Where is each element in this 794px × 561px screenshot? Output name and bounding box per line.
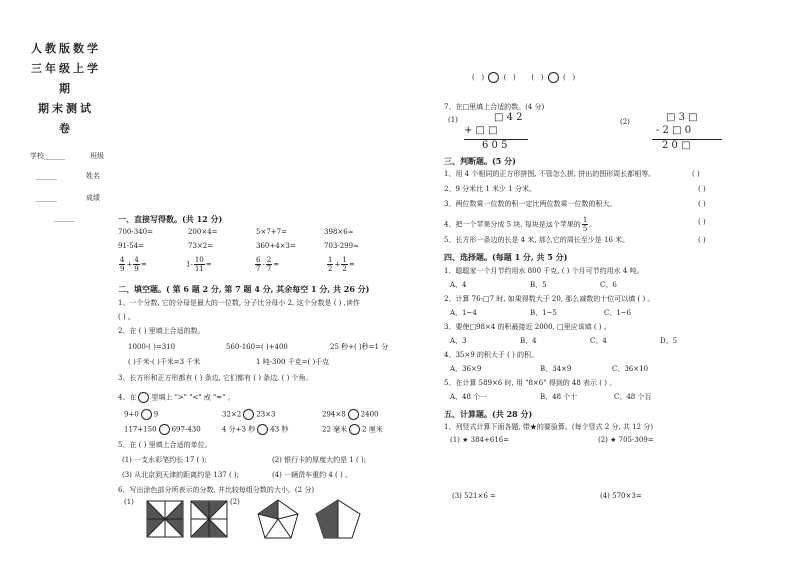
exam-title-line-4: 期末测试 xyxy=(38,102,94,115)
q5-calc-1: (1) ★ 384+616= xyxy=(450,436,510,444)
circle-blank-icon xyxy=(141,409,152,420)
q1-r2-c2: 73×2= xyxy=(188,242,214,250)
q4-item-5-a: A、48 个一 xyxy=(450,393,488,401)
q2-item6: 6、写出涂色部分所表示的分数, 并比较每组分数的大小。(2 分) xyxy=(118,486,315,494)
q4-item-1-a: A、4 xyxy=(450,281,467,289)
q2-item2-r1-b: 560-160=( )+400 xyxy=(226,343,288,351)
q1-frac-4: $\frac{1}{2}$ + $\frac{1}{2}$ = xyxy=(328,256,355,273)
q2-item4-r2-a: 117+150 697-430 xyxy=(124,425,201,434)
name-label: 姓名 xyxy=(86,172,100,180)
fraction-squares-figure xyxy=(146,500,230,538)
q3-item-1: 1、用 4 个相同的正方形拼图, 不管怎么拼, 拼出的图形周长都相等。 xyxy=(444,170,656,178)
q7-p2-result: 2 0 □ xyxy=(662,140,691,151)
q7-p2-top: □ 3 □ xyxy=(666,112,698,123)
q3-item-2: 2、9 分米比 1 米少 1 分米。 xyxy=(444,185,536,193)
circle-blank-icon xyxy=(257,424,268,435)
pentagon-right xyxy=(316,500,360,538)
q2-item3: 3、长方形和正方形都有 ( ) 条边, 它们都有 ( ) 条边, ( ) 个角。 xyxy=(118,374,313,382)
q5-item-1: 1、列竖式计算下面各题, 带★的要验算。(每个竖式 2 分, 共 12 分) xyxy=(444,423,654,431)
q2-item6-label-2: (2) xyxy=(230,498,240,506)
q1-r1-c4: 398×6≈ xyxy=(324,228,354,236)
school-label: 学校______ xyxy=(30,152,65,160)
q3-heading: 三、判断题。(5 分) xyxy=(444,156,516,166)
q2-item4: 4、在 里填上 ">" "<" 或 "=" 。 xyxy=(118,393,235,402)
q2-item5: 5、在 ( ) 里填上合适的单位。 xyxy=(118,441,212,449)
q7-p2-mid: - 2 □ 0 xyxy=(656,125,692,136)
q3-item-5: 5、长方形一条边的长是 4 米, 那么它的周长至少是 16 米。 xyxy=(444,236,630,244)
q4-item-1-c: C、6 xyxy=(600,281,617,289)
q3-paren-1: ( ) xyxy=(692,170,700,178)
q3-item-4: 4、把一个苹果分成 5 块, 每块是这个苹果的 $\frac{1}{5}$ 。 xyxy=(444,216,597,233)
q1-r2-c3: 360+4×3= xyxy=(256,242,296,250)
q3-paren-4: ( ) xyxy=(698,218,706,226)
q2-item6-label-1: (1) xyxy=(124,498,134,506)
q2-item5-2: (2) 银行卡的厚度大约是 1 ( ); xyxy=(272,456,367,464)
q4-item-4: 4、35×9 的积大于 ( ) 的积。 xyxy=(444,351,539,359)
q3-paren-3: ( ) xyxy=(698,200,706,208)
q4-item-3-b: B、4 xyxy=(520,337,537,345)
q4-item-5-b: B、48 个十 xyxy=(540,393,578,401)
q4-item-2: 2、计算 76-□7 时, 如果得数大于 20, 那么减数的十位可以填 ( ) 。 xyxy=(444,295,655,303)
q7-p1-mid: + □ □ xyxy=(464,125,498,136)
q7-p1-result: 6 0 5 xyxy=(482,140,508,151)
q2-item5-4: (4) 一辆货车重约 4 ( ) 。 xyxy=(272,471,352,479)
q5-heading: 五、计算题。(共 28 分) xyxy=(444,409,533,419)
q2-item4-r1-a: 9+0 9 xyxy=(124,410,159,419)
q5-calc-4: (4) 570×3= xyxy=(600,492,642,500)
q4-item-2-a: A、1~4 xyxy=(450,309,477,317)
q4-item-3-a: A、3 xyxy=(450,337,467,345)
score-label: 成绩 xyxy=(86,194,100,202)
square-left xyxy=(147,501,183,537)
circle-blank-icon xyxy=(159,424,170,435)
name-blank: ______ xyxy=(36,172,57,180)
q2-item1a: 1、一个分数, 它的分母是最大的一位数, 分子比分母小 2, 这个分数是 ( ) ,读作 xyxy=(118,299,360,307)
q7-p1-label: (1) xyxy=(448,116,458,124)
q2-item2: 2、在 ( ) 里填上合适的数。 xyxy=(118,327,205,335)
q2-item1b: ( ) 。 xyxy=(118,313,135,321)
q4-item-3-d: D、5 xyxy=(660,337,678,345)
q2-item2-r1-c: 25 秒+( )秒=1 分 xyxy=(330,343,389,351)
q4-item-3-c: C、4 xyxy=(590,337,607,345)
bottom-blank: ______ xyxy=(54,214,75,222)
q2-item4-r1-c: 294×8 2400 xyxy=(322,410,379,419)
q2-item4-r2-c: 22 毫米 2 厘米 xyxy=(322,425,383,434)
exam-title-line-5: 卷 xyxy=(59,122,73,135)
score-blank: ______ xyxy=(36,194,57,202)
q3-item-3: 3、两位数乘一位数的积一定比两位数乘一位数的积大。 xyxy=(444,200,617,208)
q4-item-2-b: B、1~5 xyxy=(530,309,557,317)
q1-frac-2: 1- $\frac{10}{11}$ = xyxy=(186,256,212,273)
q2-item2-r2-b: 1 吨-300 千克=( )千克 xyxy=(256,358,330,366)
q1-r1-c1: 700-340= xyxy=(118,228,153,236)
q1-r2-c1: 91-54= xyxy=(118,242,145,250)
q4-item-1: 1、聪聪家一个月节约用水 800 千克, ( ) 个月可节约用水 4 吨。 xyxy=(444,267,644,275)
q2-item2-r2-a: ( )千米-( )千米=3 千米 xyxy=(128,358,201,366)
q5-calc-2: (2) ★ 705-309= xyxy=(598,436,654,444)
q1-r1-c2: 200×4= xyxy=(188,228,218,236)
q4-item-1-b: B、5 xyxy=(530,281,547,289)
circle-blank-icon xyxy=(138,392,149,403)
q3-paren-2: ( ) xyxy=(698,185,706,193)
exam-title-line-3: 期 xyxy=(59,82,73,95)
q2-item5-3: (3) 从北京到天津的距离约是 137 ( ); xyxy=(122,471,239,479)
q7-p2-label: (2) xyxy=(620,118,630,126)
q1-r2-c4: 703-299≈ xyxy=(324,242,359,250)
circle-blank-icon xyxy=(348,409,359,420)
top-compare-row: ( ) ( ) ( ) ( ) xyxy=(472,73,576,82)
compare-circle-icon xyxy=(488,72,499,83)
q2-item5-1: (1) 一支水彩笔约长 17 ( ); xyxy=(122,456,207,464)
q7-p1-top: □ 4 2 xyxy=(494,112,523,123)
q7-heading: 7、在□里填上合适的数。(4 分) xyxy=(444,103,545,111)
q1-frac-1: $\frac{4}{9}$ + $\frac{4}{9}$ = xyxy=(120,256,147,273)
q3-paren-5: ( ) xyxy=(698,236,706,244)
q5-calc-3: (3) 521×6 = xyxy=(452,492,496,500)
pentagon-left xyxy=(258,500,298,538)
q4-item-3: 3、要使□98×4 的积最接近 2000, □里应该填 ( ) 。 xyxy=(444,323,611,331)
q4-item-5-c: C、48 个百 xyxy=(614,393,652,401)
compare-circle-icon xyxy=(548,72,559,83)
q4-item-4-c: C、36×10 xyxy=(612,365,649,373)
class-label: 班级 xyxy=(90,152,104,160)
q4-heading: 四、选择题。(每题 1 分, 共 5 分) xyxy=(444,252,568,262)
q1-heading: 一、直接写得数。(共 12 分) xyxy=(118,214,223,224)
q4-item-2-c: C、1~6 xyxy=(604,309,632,317)
circle-blank-icon xyxy=(243,409,254,420)
fraction-pentagons-figure xyxy=(256,498,366,540)
q2-item2-r1-a: 1000-( )=310 xyxy=(128,343,176,351)
square-right xyxy=(191,501,227,537)
q4-item-5: 5、在计算 589×6 时, 用 "8×6" 得到的 48 表示 ( ) 。 xyxy=(444,379,617,387)
q1-r1-c3: 5×7+7= xyxy=(256,228,287,236)
exam-title-line-1: 人教版数学 xyxy=(31,42,101,55)
exam-title-line-2: 三年级上学 xyxy=(31,62,101,75)
q4-item-4-b: B、34×9 xyxy=(540,365,572,373)
q2-item4-r2-b: 4 分+3 秒 43 秒 xyxy=(222,425,289,434)
q2-item4-r1-b: 32×2 23×3 xyxy=(222,410,276,419)
circle-blank-icon xyxy=(349,424,360,435)
q2-heading: 二、填空题。( 第 6 题 2 分, 第 7 题 4 分, 其余每空 1 分, 共 26 分) xyxy=(118,284,370,294)
q1-frac-3: $\frac{6}{7}$ - $\frac{2}{7}$ = xyxy=(256,256,280,273)
q4-item-4-a: A、36×9 xyxy=(450,365,482,373)
